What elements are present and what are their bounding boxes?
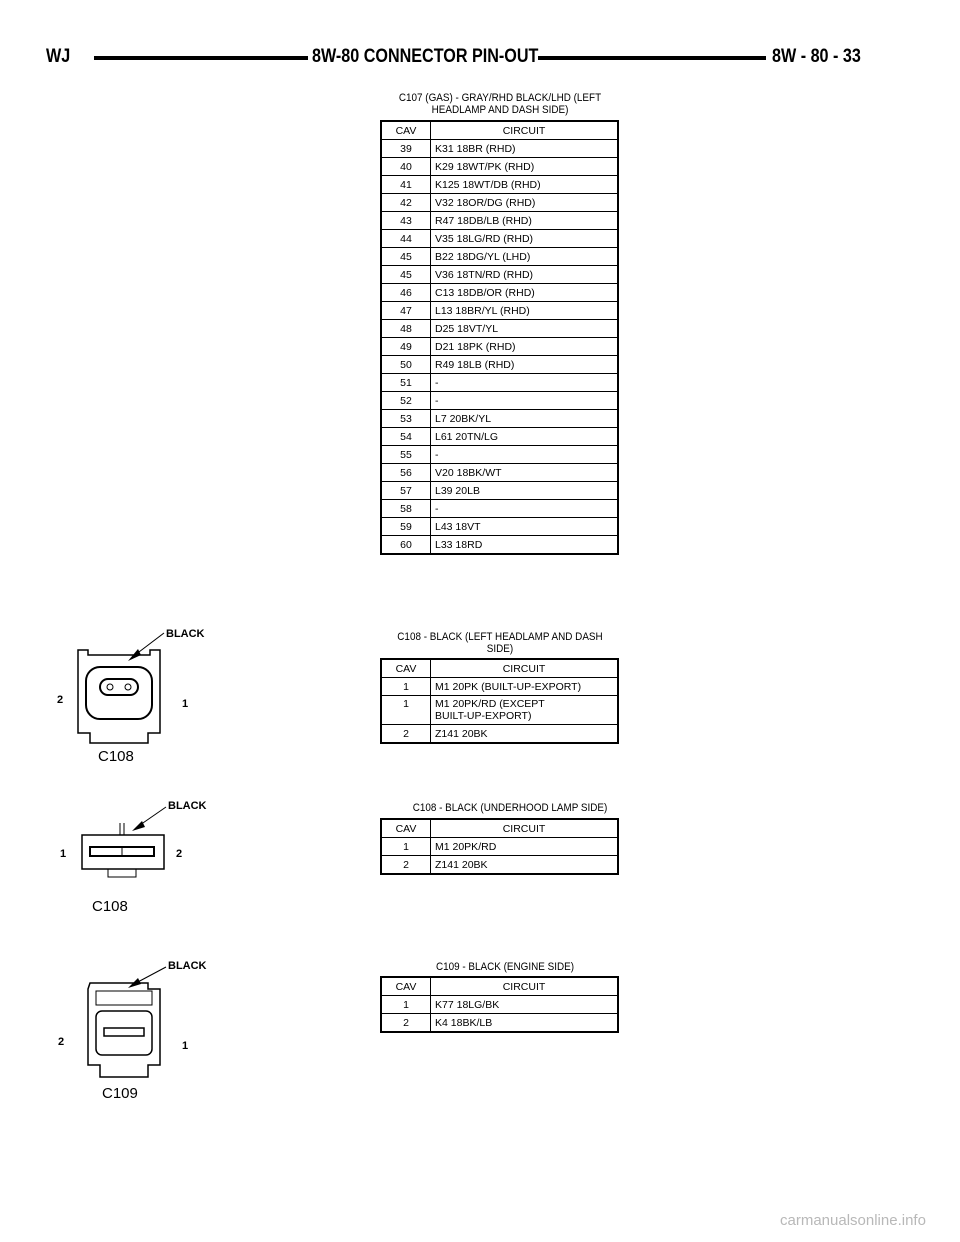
table-row	[381, 302, 618, 320]
diagram-pin-left: 2	[58, 1036, 65, 1048]
table-row	[381, 518, 618, 536]
table-row	[381, 158, 618, 176]
cell-cav: 49	[381, 338, 431, 356]
cell-circuit: V35 18LG/RD (RHD)	[431, 230, 619, 248]
cell-circuit: K31 18BR (RHD)	[431, 140, 619, 158]
cell-circuit: L43 18VT	[431, 518, 619, 536]
table-row	[381, 446, 618, 464]
cell-circuit: M1 20PK/RD (EXCEPT BUILT-UP-EXPORT)	[431, 696, 619, 725]
cell-circuit: R49 18LB (RHD)	[431, 356, 619, 374]
table-row	[381, 140, 618, 158]
table-row	[381, 248, 618, 266]
header-circuit: CIRCUIT	[431, 977, 619, 996]
table-row	[381, 838, 618, 856]
diagram-pin-left: 2	[57, 694, 64, 706]
cell-cav: 39	[381, 140, 431, 158]
cell-cav: 1	[381, 996, 431, 1014]
table-row	[381, 996, 618, 1014]
cell-cav: 45	[381, 248, 431, 266]
header-circuit: CIRCUIT	[431, 819, 619, 838]
cell-cav: 42	[381, 194, 431, 212]
pinout-table-c108-dash	[380, 658, 619, 744]
diagram-pin-right: 1	[182, 698, 189, 710]
cell-cav: 1	[381, 696, 431, 725]
header-cav: CAV	[381, 659, 431, 678]
diagram-connector-name: C109	[102, 1085, 138, 1102]
table-header-row	[381, 977, 618, 996]
cell-circuit: C13 18DB/OR (RHD)	[431, 284, 619, 302]
cell-circuit: K29 18WT/PK (RHD)	[431, 158, 619, 176]
table-row	[381, 374, 618, 392]
cell-cav: 1	[381, 678, 431, 696]
cell-cav: 51	[381, 374, 431, 392]
table-row	[381, 725, 618, 744]
cell-cav: 59	[381, 518, 431, 536]
cell-circuit: L39 20LB	[431, 482, 619, 500]
cell-circuit: K125 18WT/DB (RHD)	[431, 176, 619, 194]
diagram-color-label: BLACK	[168, 960, 207, 972]
diagram-color-label: BLACK	[168, 800, 207, 812]
cell-circuit: L61 20TN/LG	[431, 428, 619, 446]
cell-circuit: R47 18DB/LB (RHD)	[431, 212, 619, 230]
table-caption-c108-dash: C108 - BLACK (LEFT HEADLAMP AND DASH SIDE)	[397, 631, 603, 655]
cell-cav: 43	[381, 212, 431, 230]
cell-cav: 46	[381, 284, 431, 302]
cell-cav: 57	[381, 482, 431, 500]
cell-cav: 54	[381, 428, 431, 446]
table-row	[381, 284, 618, 302]
cell-cav: 48	[381, 320, 431, 338]
cell-circuit: V32 18OR/DG (RHD)	[431, 194, 619, 212]
cell-cav: 2	[381, 1014, 431, 1033]
table-row	[381, 392, 618, 410]
cell-circuit: L13 18BR/YL (RHD)	[431, 302, 619, 320]
cell-cav: 52	[381, 392, 431, 410]
table-row	[381, 500, 618, 518]
diagram-color-label: BLACK	[166, 628, 205, 640]
table-caption-c107: C107 (GAS) - GRAY/RHD BLACK/LHD (LEFT HEADLAMP AND DASH SIDE)	[398, 92, 602, 116]
header-page-number: 8W - 80 - 33	[772, 46, 861, 67]
cell-circuit: -	[431, 446, 619, 464]
cell-cav: 41	[381, 176, 431, 194]
cell-circuit: -	[431, 374, 619, 392]
table-row	[381, 482, 618, 500]
cell-cav: 2	[381, 856, 431, 875]
connector-diagram-c108-dash	[40, 615, 220, 765]
table-row	[381, 696, 618, 725]
cell-cav: 56	[381, 464, 431, 482]
header-rule-left	[94, 56, 308, 60]
table-row	[381, 428, 618, 446]
header-title: 8W-80 CONNECTOR PIN-OUT	[312, 46, 539, 67]
cell-cav: 50	[381, 356, 431, 374]
pinout-table-c109	[380, 976, 619, 1033]
diagram-connector-name: C108	[98, 748, 134, 765]
cell-circuit: M1 20PK (BUILT-UP-EXPORT)	[431, 678, 619, 696]
cell-circuit: M1 20PK/RD	[431, 838, 619, 856]
pinout-table-c108-underhood	[380, 818, 619, 875]
header-circuit: CIRCUIT	[431, 659, 619, 678]
cell-circuit: D25 18VT/YL	[431, 320, 619, 338]
cell-cav: 47	[381, 302, 431, 320]
diagram-pin-right: 1	[182, 1040, 189, 1052]
cell-circuit: K4 18BK/LB	[431, 1014, 619, 1033]
pinout-table-c107	[380, 120, 619, 555]
table-row	[381, 464, 618, 482]
cell-cav: 2	[381, 725, 431, 744]
table-row	[381, 356, 618, 374]
watermark: carmanualsonline.info	[780, 1212, 926, 1229]
cell-circuit: D21 18PK (RHD)	[431, 338, 619, 356]
cell-circuit: V36 18TN/RD (RHD)	[431, 266, 619, 284]
table-row	[381, 230, 618, 248]
table-row	[381, 678, 618, 696]
table-header-row	[381, 659, 618, 678]
cell-circuit: B22 18DG/YL (LHD)	[431, 248, 619, 266]
table-row	[381, 266, 618, 284]
header-model: WJ	[46, 46, 71, 67]
table-row	[381, 856, 618, 875]
cell-circuit: K77 18LG/BK	[431, 996, 619, 1014]
cell-circuit: Z141 20BK	[431, 856, 619, 875]
cell-cav: 55	[381, 446, 431, 464]
cell-cav: 53	[381, 410, 431, 428]
table-row	[381, 194, 618, 212]
table-header-row	[381, 819, 618, 838]
table-row	[381, 320, 618, 338]
connector-diagram-c108-underhood	[40, 795, 220, 920]
table-row	[381, 338, 618, 356]
header-cav: CAV	[381, 121, 431, 140]
table-row	[381, 212, 618, 230]
header-cav: CAV	[381, 819, 431, 838]
table-row	[381, 410, 618, 428]
page-header	[30, 38, 880, 78]
cell-circuit: L33 18RD	[431, 536, 619, 555]
cell-circuit: Z141 20BK	[431, 725, 619, 744]
cell-circuit: L7 20BK/YL	[431, 410, 619, 428]
diagram-pin-right: 2	[176, 848, 183, 860]
cell-circuit: V20 18BK/WT	[431, 464, 619, 482]
cell-circuit: -	[431, 392, 619, 410]
cell-cav: 44	[381, 230, 431, 248]
diagram-pin-left: 1	[60, 848, 67, 860]
cell-cav: 40	[381, 158, 431, 176]
cell-circuit: -	[431, 500, 619, 518]
header-circuit: CIRCUIT	[431, 121, 619, 140]
table-header-row	[381, 121, 618, 140]
header-rule-right	[538, 56, 766, 60]
cell-cav: 1	[381, 838, 431, 856]
table-row	[381, 1014, 618, 1033]
cell-cav: 58	[381, 500, 431, 518]
cell-cav: 60	[381, 536, 431, 555]
table-row	[381, 176, 618, 194]
connector-diagram-c109	[40, 955, 220, 1105]
cell-cav: 45	[381, 266, 431, 284]
table-row	[381, 536, 618, 555]
table-caption-c109: C109 - BLACK (ENGINE SIDE)	[435, 961, 575, 973]
header-cav: CAV	[381, 977, 431, 996]
table-caption-c108-underhood: C108 - BLACK (UNDERHOOD LAMP SIDE)	[412, 802, 608, 814]
diagram-connector-name: C108	[92, 898, 128, 915]
